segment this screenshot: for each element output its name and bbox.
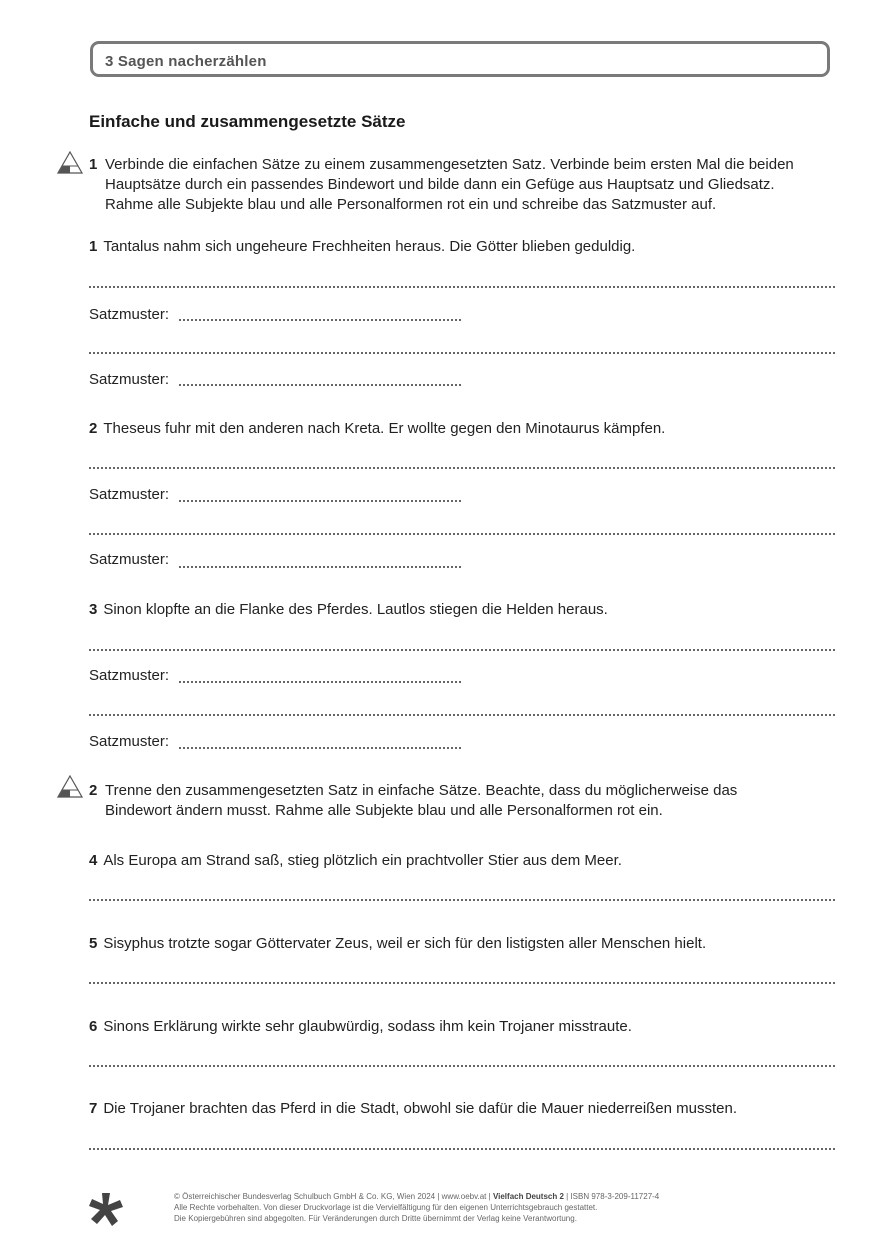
item-text: Sisyphus trotzte sogar Göttervater Zeus, weil er sich für den listigsten aller Menschen hielt. — [103, 935, 707, 952]
footer-copyright: © Österreichischer Bundesverlag Schulbuch GmbH & Co. KG, Wien 2024 | www.oebv.at | — [174, 1192, 493, 1201]
satzmuster-line[interactable] — [179, 681, 461, 683]
item-text: Sinon klopfte an die Flanke des Pferdes. Lautlos stiegen die Helden heraus. — [103, 601, 608, 618]
answer-line[interactable] — [89, 533, 835, 535]
satzmuster-label: Satzmuster: — [89, 733, 170, 750]
satzmuster-line[interactable] — [179, 319, 461, 321]
task-2 — [89, 781, 749, 821]
answer-line[interactable] — [89, 1148, 835, 1150]
exercise-item — [89, 238, 635, 255]
satzmuster-label: Satzmuster: — [89, 306, 170, 323]
item-text: Tantalus nahm sich ungeheure Frechheiten heraus. Die Götter blieben geduldig. — [103, 238, 636, 255]
satzmuster-label: Satzmuster: — [89, 486, 170, 503]
item-number: 5 — [89, 935, 98, 952]
item-text: Die Trojaner brachten das Pferd in die Stadt, obwohl sie dafür die Mauer niederreißen mussten. — [103, 1100, 738, 1117]
task-number: 2 — [89, 782, 98, 799]
item-text: Als Europa am Strand saß, stieg plötzlich ein prachtvoller Stier aus dem Meer. — [103, 852, 622, 869]
item-text: Sinons Erklärung wirkte sehr glaubwürdig, sodass ihm kein Trojaner misstraute. — [103, 1018, 632, 1035]
answer-line[interactable] — [89, 899, 835, 901]
item-number: 3 — [89, 601, 98, 618]
item-text: Theseus fuhr mit den anderen nach Kreta. Er wollte gegen den Minotaurus kämpfen. — [103, 420, 666, 437]
item-number: 1 — [89, 238, 98, 255]
satzmuster-line[interactable] — [179, 747, 461, 749]
satzmuster-label: Satzmuster: — [89, 371, 170, 388]
answer-line[interactable] — [89, 1065, 835, 1067]
exercise-item — [89, 420, 665, 437]
chapter-header — [90, 41, 830, 77]
chapter-title: 3 Sagen nacherzählen — [105, 53, 267, 70]
item-number: 4 — [89, 852, 98, 869]
exercise-item — [89, 852, 622, 869]
exercise-item — [89, 935, 706, 952]
item-number: 2 — [89, 420, 98, 437]
section-title: Einfache und zusammengesetzte Sätze — [89, 112, 406, 131]
task-1 — [89, 155, 824, 215]
task-number: 1 — [89, 156, 98, 173]
satzmuster-line[interactable] — [179, 500, 461, 502]
answer-line[interactable] — [89, 714, 835, 716]
answer-line[interactable] — [89, 649, 835, 651]
satzmuster-label: Satzmuster: — [89, 551, 170, 568]
task-instruction: Trenne den zusammengesetzten Satz in einfache Sätze. Beachte, dass du möglicherweise das Bindewort ändern musst. Rahme alle Subjekte blau und alle Personalformen rot ein. — [105, 782, 738, 819]
footer-text — [174, 1191, 659, 1224]
answer-line[interactable] — [89, 982, 835, 984]
answer-line[interactable] — [89, 352, 835, 354]
answer-line[interactable] — [89, 286, 835, 288]
exercise-item — [89, 1018, 632, 1035]
footer-isbn: | ISBN 978-3-209-11727-4 — [563, 1192, 660, 1201]
exercise-item — [89, 1100, 737, 1117]
answer-line[interactable] — [89, 467, 835, 469]
difficulty-triangle-icon — [57, 151, 83, 175]
satzmuster-line[interactable] — [179, 566, 461, 568]
task-instruction: Verbinde die einfachen Sätze zu einem zusammengesetzten Satz. Verbinde beim ersten Mal die beiden Hauptsätze durch ein passendes Bindewort und bilde dann ein Gefüge aus Hauptsatz und Gliedsatz. Rahme alle Subjekte blau und alle Personalformen rot ein und schreibe das Satzmuster auf. — [105, 156, 794, 213]
item-number: 7 — [89, 1100, 98, 1117]
footer-rights: Alle Rechte vorbehalten. Von dieser Druckvorlage ist die Vervielfältigung für den eigenen Unterrichtsgebrauch gestattet. — [174, 1203, 598, 1212]
difficulty-triangle-icon — [57, 775, 83, 799]
satzmuster-label: Satzmuster: — [89, 667, 170, 684]
item-number: 6 — [89, 1018, 98, 1035]
satzmuster-line[interactable] — [179, 384, 461, 386]
footer-book-title: Vielfach Deutsch 2 — [492, 1192, 564, 1201]
exercise-item — [89, 601, 608, 618]
publisher-logo-icon — [88, 1190, 126, 1228]
footer-disclaimer: Die Kopiergebühren sind abgegolten. Für Veränderungen durch Dritte übernimmt der Verlag keine Verantwortung. — [174, 1214, 577, 1223]
